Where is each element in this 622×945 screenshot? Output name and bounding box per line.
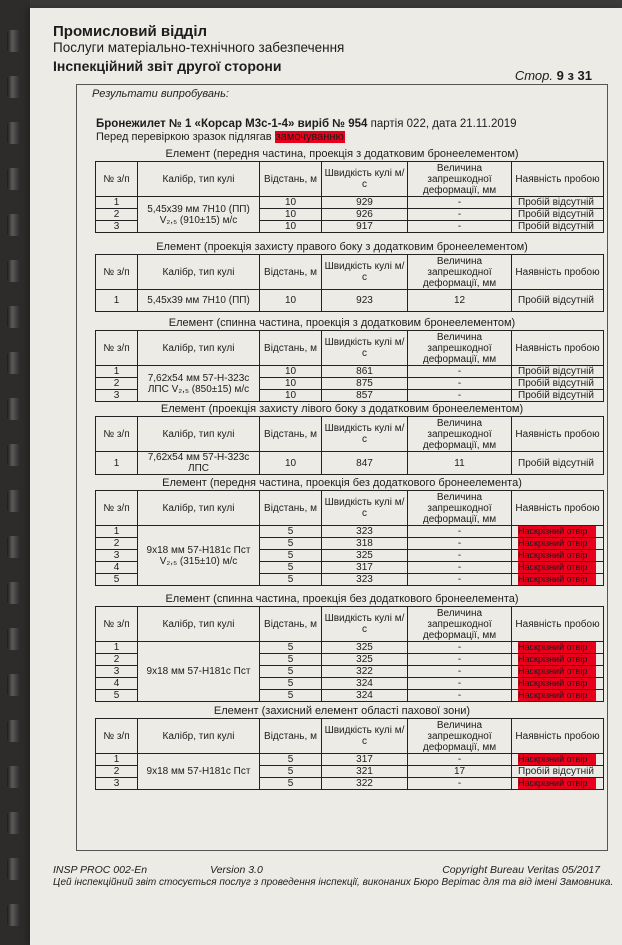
results-table: [95, 161, 604, 233]
binder-ring: [7, 168, 20, 190]
deformation-cell: -: [408, 209, 512, 221]
penetration-highlight: Наскрізний отвір: [518, 550, 596, 561]
deformation-cell: -: [408, 197, 512, 209]
binder-ring: [7, 122, 20, 144]
penetration-highlight: Наскрізний отвір: [518, 754, 596, 765]
speed-cell: 923: [322, 290, 408, 312]
deformation-cell: -: [408, 390, 512, 402]
binder-ring: [7, 260, 20, 282]
binder-ring: [7, 536, 20, 558]
table-row: [96, 197, 604, 209]
section-title: Елемент (спинна частина, проекція без додаткового бронеелемента): [165, 593, 519, 605]
col-header-deform: Величина запрешкодної деформації, мм: [408, 331, 512, 366]
penetration-cell: [512, 538, 604, 550]
col-header-deform: Величина запрешкодної деформації, мм: [408, 719, 512, 754]
col-header-deform: Величина запрешкодної деформації, мм: [408, 607, 512, 642]
table-row: [96, 642, 604, 654]
distance-cell: 5: [260, 766, 322, 778]
distance-cell: 5: [260, 666, 322, 678]
binder-ring: [7, 582, 20, 604]
penetration-cell: [512, 666, 604, 678]
deformation-cell: -: [408, 378, 512, 390]
col-header-pen: Наявність пробою: [512, 331, 604, 366]
report-title: Інспекційний звіт другої сторони: [53, 58, 282, 74]
section-title: Елемент (передня частина, проекція без додаткового бронеелемента): [162, 477, 522, 489]
col-header-speed: Швидкість кулі м/с: [322, 719, 408, 754]
footer-note: Цей інспекційний звіт стосується послуг з проведення інспекції, виконаних Бюро Верітас для та від імені Замовника.: [53, 877, 614, 888]
speed-cell: 322: [322, 778, 408, 790]
caliber-cell: 9x18 мм 57-Н181с Пст: [138, 642, 260, 702]
table-row: [96, 290, 604, 312]
deformation-cell: 12: [408, 290, 512, 312]
distance-cell: 10: [260, 221, 322, 233]
penetration-highlight: Наскрізний отвір: [518, 666, 596, 677]
copyright: Copyright Bureau Veritas 05/2017: [442, 864, 600, 876]
vest-title-batch: партія 022, дата 21.11.2019: [367, 118, 517, 130]
binder-ring: [7, 628, 20, 650]
speed-cell: 322: [322, 666, 408, 678]
col-header-pen: Наявність пробою: [512, 607, 604, 642]
col-header-deform: Величина запрешкодної деформації, мм: [408, 162, 512, 197]
col-header-pen: Наявність пробою: [512, 255, 604, 290]
binder-ring: [7, 76, 20, 98]
binder-ring: [7, 720, 20, 742]
section-title: Елемент (спинна частина, проекція з додатковим бронеелементом): [168, 317, 516, 329]
speed-cell: 857: [322, 390, 408, 402]
col-header-caliber: Калібр, тип кулі: [138, 417, 260, 452]
speed-cell: 323: [322, 526, 408, 538]
results-table: [95, 606, 604, 702]
results-table: [95, 330, 604, 402]
speed-cell: 917: [322, 221, 408, 233]
section-title: Елемент (проекція захисту правого боку з додатковим бронеелементом): [156, 241, 528, 253]
col-header-distance: Відстань, м: [260, 331, 322, 366]
distance-cell: 10: [260, 390, 322, 402]
col-header-speed: Швидкість кулі м/с: [322, 162, 408, 197]
row-number: 3: [96, 666, 138, 678]
row-number: 4: [96, 678, 138, 690]
binder-ring: [7, 812, 20, 834]
condition-label: Перед перевіркою зразок підлягав: [96, 131, 272, 143]
col-header-num: № з/п: [96, 417, 138, 452]
col-header-pen: Наявність пробою: [512, 162, 604, 197]
row-number: 1: [96, 290, 138, 312]
deformation-cell: -: [408, 778, 512, 790]
deformation-cell: -: [408, 574, 512, 586]
results-label: Результати випробувань:: [92, 88, 229, 100]
col-header-pen: Наявність пробою: [512, 491, 604, 526]
distance-cell: 5: [260, 642, 322, 654]
col-header-num: № з/п: [96, 491, 138, 526]
speed-cell: 325: [322, 642, 408, 654]
col-header-distance: Відстань, м: [260, 417, 322, 452]
penetration-highlight: Наскрізний отвір: [518, 778, 596, 789]
distance-cell: 10: [260, 197, 322, 209]
penetration-cell: Пробій відсутній: [512, 378, 604, 390]
col-header-caliber: Калібр, тип кулі: [138, 331, 260, 366]
penetration-cell: [512, 778, 604, 790]
deformation-cell: -: [408, 550, 512, 562]
report-page: [30, 8, 622, 945]
row-number: 3: [96, 390, 138, 402]
col-header-caliber: Калібр, тип кулі: [138, 255, 260, 290]
distance-cell: 5: [260, 754, 322, 766]
binder-ring: [7, 306, 20, 328]
col-header-num: № з/п: [96, 331, 138, 366]
deformation-cell: -: [408, 690, 512, 702]
distance-cell: 5: [260, 538, 322, 550]
penetration-cell: Пробій відсутній: [512, 290, 604, 312]
row-number: 2: [96, 209, 138, 221]
row-number: 1: [96, 642, 138, 654]
footer-proc: [53, 864, 263, 876]
col-header-distance: Відстань, м: [260, 162, 322, 197]
deformation-cell: -: [408, 754, 512, 766]
col-header-distance: Відстань, м: [260, 719, 322, 754]
binder-ring: [7, 352, 20, 374]
row-number: 1: [96, 526, 138, 538]
penetration-highlight: Наскрізний отвір: [518, 538, 596, 549]
distance-cell: 5: [260, 778, 322, 790]
table-row: [96, 754, 604, 766]
speed-cell: 318: [322, 538, 408, 550]
row-number: 1: [96, 197, 138, 209]
col-header-deform: Величина запрешкодної деформації, мм: [408, 255, 512, 290]
col-header-speed: Швидкість кулі м/с: [322, 491, 408, 526]
caliber-cell: 9x18 мм 57-Н181с Пст V₂,₅ (315±10) м/с: [138, 526, 260, 586]
table-row: [96, 452, 604, 475]
department-title: Промисловий відділ: [53, 23, 208, 40]
row-number: 3: [96, 221, 138, 233]
distance-cell: 5: [260, 690, 322, 702]
col-header-deform: Величина запрешкодної деформації, мм: [408, 491, 512, 526]
penetration-cell: [512, 642, 604, 654]
section-title: Елемент (передня частина, проекція з додатковим бронеелементом): [165, 148, 519, 160]
speed-cell: 324: [322, 678, 408, 690]
deformation-cell: -: [408, 538, 512, 550]
col-header-num: № з/п: [96, 255, 138, 290]
row-number: 2: [96, 378, 138, 390]
penetration-highlight: Наскрізний отвір: [518, 526, 596, 537]
section-title: Елемент (проекція захисту лівого боку з додатковим бронеелементом): [160, 403, 524, 415]
row-number: 5: [96, 574, 138, 586]
deformation-cell: -: [408, 562, 512, 574]
col-header-distance: Відстань, м: [260, 607, 322, 642]
binder-ring: [7, 214, 20, 236]
speed-cell: 325: [322, 654, 408, 666]
deformation-cell: -: [408, 642, 512, 654]
distance-cell: 10: [260, 378, 322, 390]
page-number: [515, 68, 592, 83]
col-header-caliber: Калібр, тип кулі: [138, 607, 260, 642]
col-header-speed: Швидкість кулі м/с: [322, 331, 408, 366]
penetration-cell: [512, 690, 604, 702]
penetration-cell: [512, 678, 604, 690]
distance-cell: 5: [260, 574, 322, 586]
row-number: 4: [96, 562, 138, 574]
penetration-cell: Пробій відсутній: [512, 197, 604, 209]
binder-ring: [7, 674, 20, 696]
binder-rings: [0, 0, 30, 945]
col-header-caliber: Калібр, тип кулі: [138, 719, 260, 754]
row-number: 5: [96, 690, 138, 702]
speed-cell: 321: [322, 766, 408, 778]
results-table: [95, 490, 604, 586]
distance-cell: 10: [260, 290, 322, 312]
penetration-cell: Пробій відсутній: [512, 209, 604, 221]
binder-ring: [7, 904, 20, 926]
distance-cell: 5: [260, 562, 322, 574]
speed-cell: 317: [322, 562, 408, 574]
section-title: Елемент (захисний елемент області пахової зони): [213, 705, 471, 717]
speed-cell: 875: [322, 378, 408, 390]
speed-cell: 325: [322, 550, 408, 562]
deformation-cell: -: [408, 666, 512, 678]
col-header-num: № з/п: [96, 162, 138, 197]
penetration-cell: [512, 574, 604, 586]
results-table: [95, 254, 604, 312]
results-table: [95, 416, 604, 475]
penetration-cell: Пробій відсутній: [512, 452, 604, 475]
speed-cell: 323: [322, 574, 408, 586]
caliber-cell: 5,45x39 мм 7Н10 (ПП) V₂,₅ (910±15) м/с: [138, 197, 260, 233]
page-prefix: Стор.: [514, 68, 553, 83]
row-number: 3: [96, 550, 138, 562]
col-header-speed: Швидкість кулі м/с: [322, 607, 408, 642]
col-header-distance: Відстань, м: [260, 255, 322, 290]
penetration-cell: [512, 562, 604, 574]
deformation-cell: -: [408, 678, 512, 690]
penetration-highlight: Наскрізний отвір: [518, 690, 596, 701]
page-value: 9 з 31: [556, 68, 592, 83]
row-number: 1: [96, 452, 138, 475]
version: Version 3.0: [210, 864, 263, 876]
col-header-deform: Величина запрешкодної деформації, мм: [408, 417, 512, 452]
caliber-cell: 5,45x39 мм 7Н10 (ПП): [138, 290, 260, 312]
penetration-highlight: Наскрізний отвір: [518, 678, 596, 689]
deformation-cell: -: [408, 654, 512, 666]
speed-cell: 929: [322, 197, 408, 209]
penetration-cell: Пробій відсутній: [512, 366, 604, 378]
row-number: 2: [96, 538, 138, 550]
caliber-cell: 9x18 мм 57-Н181с Пст: [138, 754, 260, 790]
binder-ring: [7, 398, 20, 420]
speed-cell: 324: [322, 690, 408, 702]
deformation-cell: -: [408, 366, 512, 378]
col-header-speed: Швидкість кулі м/с: [322, 255, 408, 290]
speed-cell: 317: [322, 754, 408, 766]
col-header-pen: Наявність пробою: [512, 719, 604, 754]
row-number: 1: [96, 366, 138, 378]
penetration-highlight: Наскрізний отвір: [518, 574, 596, 585]
row-number: 1: [96, 754, 138, 766]
speed-cell: 926: [322, 209, 408, 221]
col-header-caliber: Калібр, тип кулі: [138, 491, 260, 526]
vest-condition: [96, 131, 345, 143]
col-header-speed: Швидкість кулі м/с: [322, 417, 408, 452]
penetration-cell: [512, 526, 604, 538]
penetration-cell: [512, 754, 604, 766]
distance-cell: 10: [260, 452, 322, 475]
col-header-pen: Наявність пробою: [512, 417, 604, 452]
col-header-caliber: Калібр, тип кулі: [138, 162, 260, 197]
table-row: [96, 366, 604, 378]
caliber-cell: 7,62x54 мм 57-Н-323с ЛПС V₂,₅ (850±15) м/с: [138, 366, 260, 402]
caliber-cell: 7,62x54 мм 57-Н-323с ЛПС: [138, 452, 260, 475]
penetration-cell: Пробій відсутній: [512, 221, 604, 233]
deformation-cell: -: [408, 221, 512, 233]
deformation-cell: -: [408, 526, 512, 538]
results-table: [95, 718, 604, 790]
distance-cell: 5: [260, 526, 322, 538]
penetration-highlight: Наскрізний отвір: [518, 562, 596, 573]
row-number: 2: [96, 766, 138, 778]
col-header-distance: Відстань, м: [260, 491, 322, 526]
col-header-num: № з/п: [96, 607, 138, 642]
penetration-highlight: Наскрізний отвір: [518, 642, 596, 653]
row-number: 3: [96, 778, 138, 790]
binder-ring: [7, 766, 20, 788]
distance-cell: 5: [260, 654, 322, 666]
distance-cell: 5: [260, 678, 322, 690]
condition-value: замочуванню: [275, 131, 344, 143]
vest-title-main: Бронежилет № 1 «Корсар М3с-1-4» виріб № 954: [96, 118, 368, 130]
speed-cell: 861: [322, 366, 408, 378]
penetration-cell: [512, 550, 604, 562]
binder-ring: [7, 858, 20, 880]
binder-ring: [7, 490, 20, 512]
col-header-num: № з/п: [96, 719, 138, 754]
row-number: 2: [96, 654, 138, 666]
speed-cell: 847: [322, 452, 408, 475]
deformation-cell: 11: [408, 452, 512, 475]
service-title: Послуги матеріально-технічного забезпечення: [53, 40, 345, 55]
penetration-cell: [512, 654, 604, 666]
distance-cell: 10: [260, 366, 322, 378]
penetration-cell: Пробій відсутній: [512, 766, 604, 778]
binder-ring: [7, 30, 20, 52]
distance-cell: 5: [260, 550, 322, 562]
binder-ring: [7, 444, 20, 466]
penetration-cell: Пробій відсутній: [512, 390, 604, 402]
table-row: [96, 526, 604, 538]
distance-cell: 10: [260, 209, 322, 221]
proc-code: INSP PROC 002-En: [53, 864, 148, 876]
penetration-highlight: Наскрізний отвір: [518, 654, 596, 665]
deformation-cell: 17: [408, 766, 512, 778]
vest-title: [96, 118, 517, 130]
